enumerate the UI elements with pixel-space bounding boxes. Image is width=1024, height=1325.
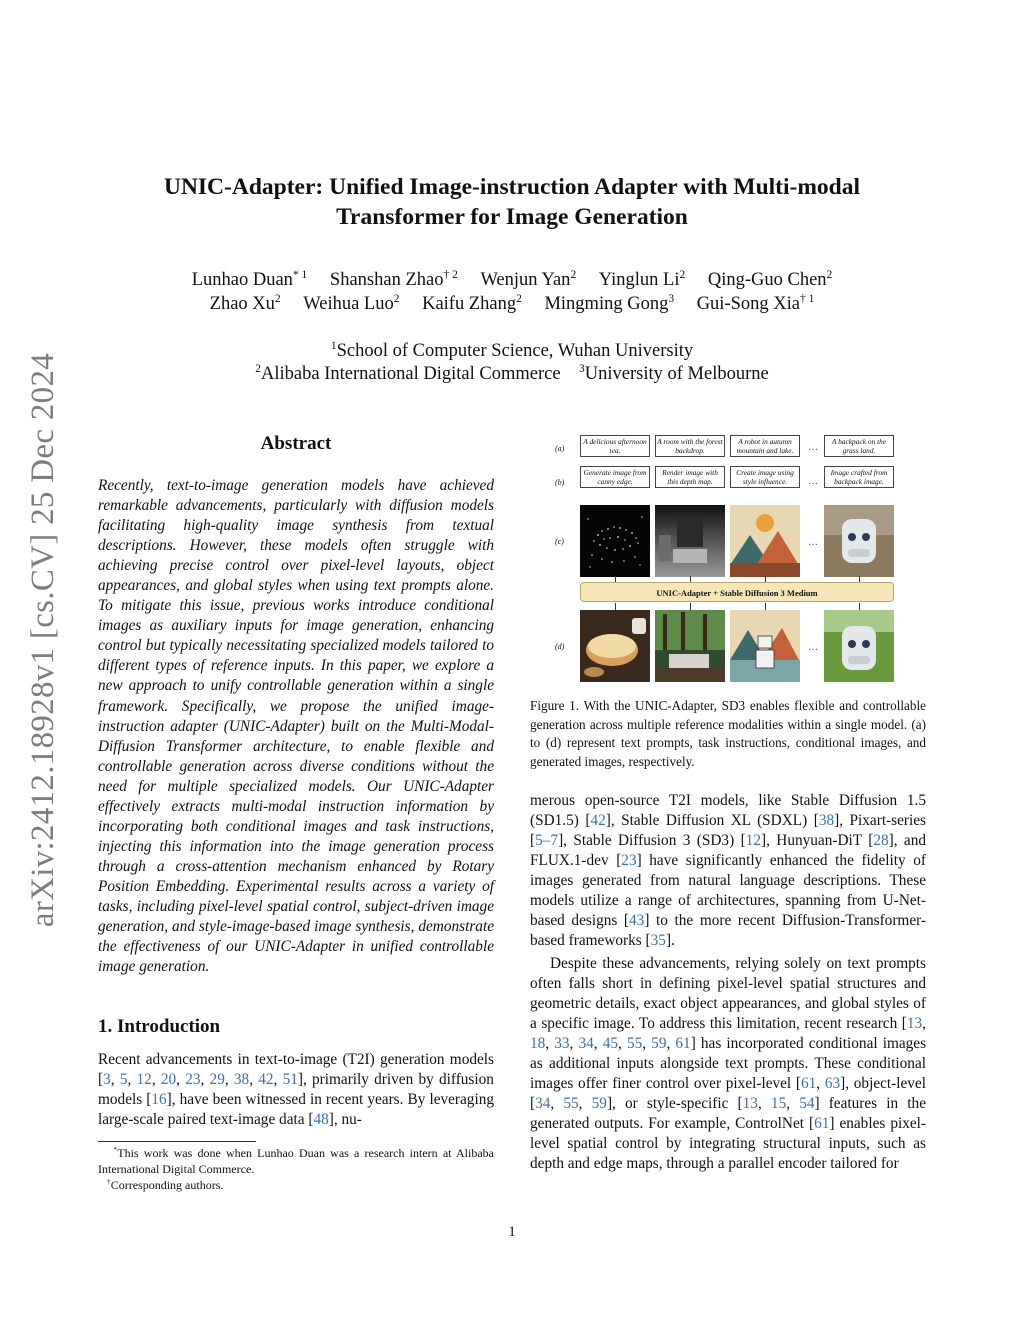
citation[interactable]: 43 — [629, 912, 645, 930]
page-number: 1 — [508, 1224, 516, 1240]
citation[interactable]: 12 — [136, 1071, 152, 1089]
affiliation-2-3: $^2$Alibaba International Digital Commerce $^3$University of Melbourne — [255, 362, 769, 384]
author: Yinglun Li$^2$ — [598, 268, 686, 290]
author: Weihua Luo$^2$ — [303, 292, 400, 314]
citation[interactable]: 61 — [801, 1075, 817, 1093]
citation[interactable]: 38 — [818, 812, 835, 830]
author: Gui-Song Xia$^{\dagger 1}$ — [696, 292, 815, 314]
arrow — [765, 603, 766, 610]
title-line-2: Transformer for Image Generation — [336, 204, 688, 230]
citation[interactable]: 42 — [590, 812, 606, 830]
canny-edge-image — [580, 505, 650, 577]
citation[interactable]: 16 — [151, 1091, 167, 1109]
row-label-b: (b) — [555, 478, 565, 487]
backpack-reference-image — [824, 505, 894, 577]
citation[interactable]: 61 — [675, 1035, 691, 1053]
style-image — [730, 505, 800, 577]
task-instruction: Create image using style influence. — [730, 466, 800, 488]
citation[interactable]: 34 — [535, 1095, 551, 1113]
row-label-a: (a) — [555, 444, 565, 453]
task-instruction: Image crafted from backpack image. — [824, 466, 894, 488]
generated-room-image — [655, 610, 725, 682]
citation[interactable]: 23 — [185, 1071, 201, 1089]
citation[interactable]: 48 — [313, 1111, 329, 1129]
authors-row-2 — [100, 294, 924, 315]
row-label-d: (d) — [555, 642, 565, 651]
citation[interactable]: 34 — [578, 1035, 594, 1053]
citation[interactable]: 12 — [745, 832, 761, 850]
paper-title — [100, 172, 924, 232]
citation[interactable]: 28 — [873, 832, 889, 850]
citation[interactable]: 38 — [233, 1071, 250, 1089]
author: Mingming Gong$^3$ — [544, 292, 675, 314]
author: Kaifu Zhang$^2$ — [422, 292, 522, 314]
footnote-1: *This work was done when Lunhao Duan was a research intern at Alibaba International Digital Commerce. — [98, 1145, 494, 1176]
citation[interactable]: 59 — [651, 1035, 667, 1053]
depth-map-image — [655, 505, 725, 577]
author: Lunhao Duan$^{* 1}$ — [191, 268, 308, 290]
text-prompt: A robot in autumn mountain and lake. — [730, 435, 800, 457]
author: Qing-Guo Chen$^2$ — [707, 268, 833, 290]
citation[interactable]: 33 — [554, 1035, 570, 1053]
ellipsis: … — [808, 476, 818, 487]
citation[interactable]: 35 — [650, 932, 666, 950]
citation[interactable]: 54 — [799, 1095, 815, 1113]
right-column-paragraph-1: merous open-source T2I models, like Stable Diffusion 1.5 (SD1.5) [42], Stable Diffusion XL (SDXL) [38], Pixart-series [5–7], Stable Diffusion 3 (SD3) [12], Hunyuan-DiT [28], and FLUX.1-dev [23] have significantly enhanced the fidelity of images generated from natural language descriptions. These models utilize a range of architectures, spanning from U-Net-based designs [43] to the more recent Diffusion-Transformer-based frameworks [35]. — [530, 792, 927, 950]
row-label-c: (c) — [555, 537, 564, 546]
generated-tea-image — [580, 610, 650, 682]
citation[interactable]: 59 — [591, 1095, 607, 1113]
citation[interactable]: 23 — [621, 852, 637, 870]
figure-caption: Figure 1. With the UNIC-Adapter, SD3 enables flexible and controllable generation across multiple reference modalities within a single model. (a) to (d) represent text prompts, task instructions, conditional images, and generated images, respectively. — [530, 698, 926, 769]
citation[interactable]: 55 — [563, 1095, 579, 1113]
footnote-rule — [98, 1141, 256, 1142]
citation[interactable]: 13 — [906, 1015, 923, 1033]
citation[interactable]: 45 — [602, 1035, 618, 1053]
text-prompt: A room with the forest backdrop. — [655, 435, 725, 457]
authors-row-1 — [100, 270, 924, 291]
task-instruction: Render image with this depth map. — [655, 466, 725, 488]
citation[interactable]: 13 — [742, 1095, 758, 1113]
introduction-heading: 1. Introduction — [98, 1016, 221, 1037]
generated-robot-image — [730, 610, 800, 682]
ellipsis: … — [808, 642, 818, 653]
footnote-2: †Corresponding authors. — [107, 1177, 224, 1192]
citation[interactable]: 63 — [824, 1075, 841, 1093]
text-prompt: A backpack on the grass land. — [824, 435, 894, 457]
model-bar: UNIC-Adapter + Stable Diffusion 3 Medium — [580, 582, 894, 602]
ellipsis: … — [808, 442, 818, 453]
abstract-text: Recently, text-to-image generation models have achieved remarkable advancements, particularly with diffusion models facilitating high-quality image synthesis from textual descriptions. However, these models often struggle with achieving precise control over pixel-level layouts, object appearances, and global styles when using text prompts alone. To mitigate this issue, previous works introduce conditional images as auxiliary inputs for image generation, enhancing control but typically necessitating specialized models tailored to different types of reference inputs. In this paper, we explore a new approach to unify controllable generation within a single framework. Specifically, we propose the unified image-instruction adapter (UNIC-Adapter) built on the Multi-Modal-Diffusion Transformer architecture, to enable flexible and controllable generation across diverse conditions without the need for multiple specialized models. Our UNIC-Adapter effectively extracts multi-modal instruction information by incorporating both conditional images and task instructions, injecting this information into the image generation process through a cross-attention mechanism enhanced by Rotary Position Embedding. Experimental results across a variety of tasks, including pixel-level spatial control, subject-driven image generation, and style-image-based image synthesis, demonstrate the effectiveness of our UNIC-Adapter in unified controllable image generation. — [98, 477, 494, 976]
citation[interactable]: 61 — [814, 1115, 830, 1133]
arrow — [615, 603, 616, 610]
title-line-1: UNIC-Adapter: Unified Image-instruction Adapter with Multi-modal — [163, 174, 861, 200]
arrow — [859, 603, 860, 610]
arxiv-side-stamp: arXiv:2412.18928v1 [cs.CV] 25 Dec 2024 — [25, 352, 61, 928]
ellipsis: … — [808, 537, 818, 548]
text-prompt: A delicious afternoon tea. — [580, 435, 650, 457]
intro-paragraph: Recent advancements in text-to-image (T2I) generation models [3, 5, 12, 20, 23, 29, 38, 42, 51], primarily driven by diffusion models [16], have been witnessed in recent years. By leveraging large-scale paired text-image data [48], nu- — [98, 1051, 494, 1129]
citation[interactable]: 29 — [209, 1071, 225, 1089]
task-instruction: Generate image from canny edge. — [580, 466, 650, 488]
citation[interactable]: 18 — [530, 1035, 546, 1053]
citation[interactable]: 42 — [258, 1071, 274, 1089]
figure-1 — [555, 434, 900, 684]
author: Wenjun Yan$^2$ — [480, 268, 577, 290]
affiliation-1: $^1$School of Computer Science, Wuhan University — [330, 339, 694, 361]
author: Shanshan Zhao$^{\dagger 2}$ — [329, 268, 458, 290]
right-column-paragraph-2: Despite these advancements, relying solely on text prompts often falls short in defining pixel-level spatial structures and geometric details, exact object appearances, and global styles of a specific image. To address this limitation, recent research [13, 18, 33, 34, 45, 55, 59, 61] has incorporated conditional images as additional inputs alongside text prompts. These conditional images offer finer control over pixel-level [61, 63], object-level [34, 55, 59], or style-specific [13, 15, 54] features in the generated outputs. For example, ControlNet [61] enables pixel-level spatial control by integrating structural inputs, such as depth and edge maps, through a parallel encoder tailored for — [530, 955, 927, 1173]
citation[interactable]: 55 — [626, 1035, 643, 1053]
abstract-heading: Abstract — [260, 433, 332, 454]
generated-backpack-image — [824, 610, 894, 682]
citation[interactable]: 3 — [103, 1071, 111, 1089]
citation[interactable]: 15 — [770, 1095, 787, 1113]
citation[interactable]: 51 — [282, 1071, 298, 1089]
arrow — [690, 603, 691, 610]
citation[interactable]: 20 — [160, 1071, 177, 1089]
citation[interactable]: 5–7 — [535, 832, 559, 850]
citation[interactable]: 5 — [119, 1071, 128, 1089]
author: Zhao Xu$^2$ — [209, 292, 281, 314]
